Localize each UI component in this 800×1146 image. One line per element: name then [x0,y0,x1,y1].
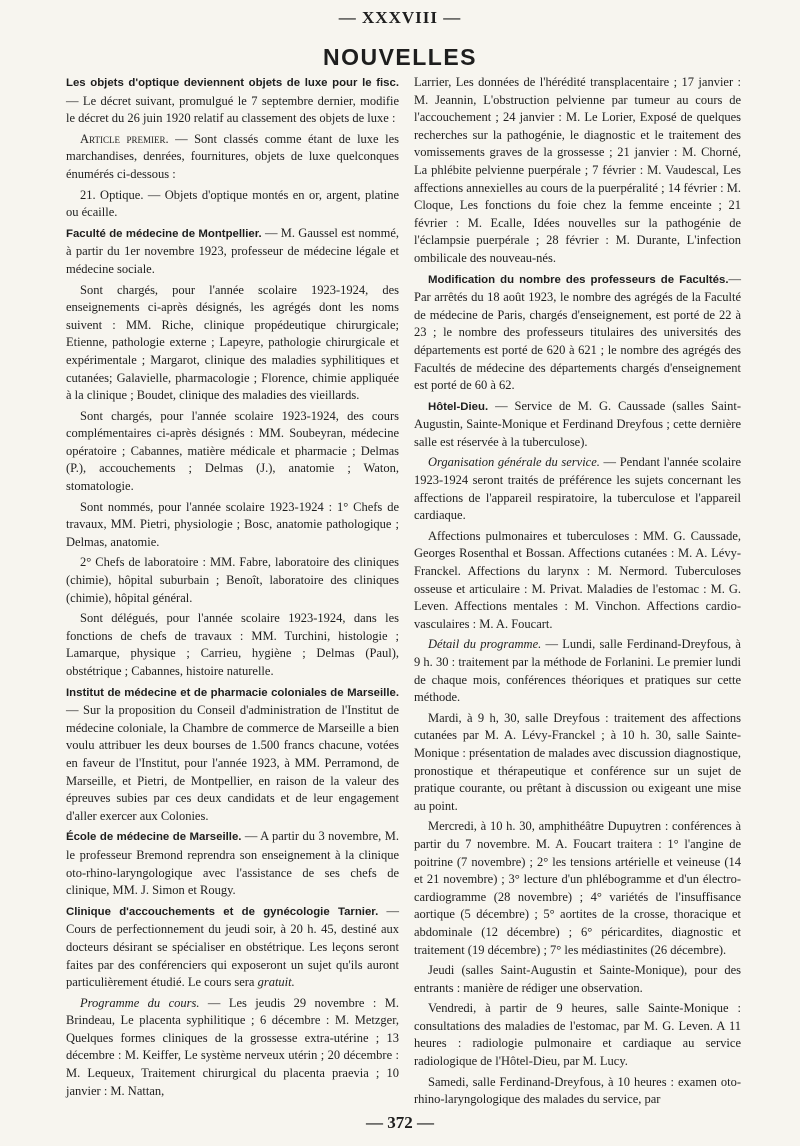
paragraph-text: Sont chargés, pour l'année scolaire 1923-1924, des enseignements ci-après désignés, les agrégés dont les noms suivent : MM. Riche, clinique propédeutique chirurgicale; Etienne, pathologie externe ; Lapeyre, pathologie chirurgicale et expérimentale ; Margarot, clinique des maladies syphilitiques et cutanées; Galavielle, pharmacologie ; Florence, chimie appliquée à la clinique ; Boudet, clinique des maladies des vieillards. [66,282,399,403]
paragraph-text: — Sont classés comme étant de luxe les marchandises, denrées, fournitures, objets de luxe quelconques énumérés ci-dessous : [66,131,399,181]
italic-heading: Détail du programme. [428,637,542,652]
paragraph [414,271,741,395]
paragraph-text: — Service de M. G. Caussade (salles Saint-Augustin, Sainte-Monique et Ferdinand Dreyfous ; cette dernière salle est réservée à la tuberculose). [414,398,741,449]
paragraph-text: Mercredi, à 10 h. 30, amphithéâtre Dupuytren : conférences à partir du 7 novembre. M. A. Foucart traitera : 1° l'angine de poitrine (7 novembre) ; 2° les tensions artérielle et veineuse (14 et 21 novembre) ; 3° lecture d'un phlébogramme et d'un électro-cardiogramme (28 novembre) ; 4° variétés de l'insuffisance aortique (5 décembre) ; 5° aortites de la crosse, thoracique et abdominale (12 décembre) ; 6° péricardites, diagnostic et traitement (19 décembre) ; 7° les médiastinites (26 décembre). [414,819,741,957]
paragraph-text: 2° Chefs de laboratoire : MM. Fabre, laboratoire des cliniques (chimie), hôpital suburbain ; Benoît, laboratoire des cliniques (chimie), hôpital général. [66,555,399,605]
paragraph-text: — Par arrêtés du 18 août 1923, le nombre des agrégés de la Faculté de médecine de Paris, chargés d'enseignement, est porté de 22 à 23 ; le nombre des professeurs titulaires des universités des départements est porté de 620 à 621 ; le nombre des agrégés des Facultés de médecine des départements chargés d'enseignement est porté de 60 à 62. [414,271,741,393]
paragraph [66,187,399,222]
paragraph [66,610,399,680]
paragraph-text: Affections pulmonaires et tuberculoses : MM. G. Caussade, Georges Rosenthal et Bossan. Affections cutanées : M. A. Lévy-Franckel. Affections du larynx : M. Nermord. Tuberculoses osseuse et articulaire : M. Privat. Maladies de l'estomac : M. G. Leven. Affections mentales : M. Vinchon. Affections cardio-vasculaires : M. A. Foucart. [414,528,741,631]
paragraph-text: — Lundi, salle Ferdinand-Dreyfous, à 9 h. 30 : traitement par la méthode de Forlanini. Le premier lundi de chaque mois, conférences théoriques et pratiques sur cette méthode. [414,637,741,705]
paragraph [66,225,399,279]
paragraph [66,282,399,405]
paragraph [414,636,741,706]
italic-text: gratuit. [257,975,295,990]
paragraph [414,454,741,524]
page-number: — 372 — [366,1113,434,1132]
article-label: Article premier. [80,131,169,146]
paragraph-text: — M. Gaussel est nommé, à partir du 1er novembre 1923, professeur de médecine légale et médecine sociale. [66,225,399,276]
paragraph [66,499,399,552]
paragraph-text: Vendredi, à partir de 9 heures, salle Sainte-Monique : consultations des maladies de l'estomac, par M. G. Leven. A 11 heures : radiologie pulmonaire et cardiaque au service radiologique de l'Hôtel-Dieu, par M. Lucy. [414,1001,741,1069]
section-heading: Les objets d'optique deviennent objets de luxe pour le fisc. [66,77,399,89]
paragraph-text: — Cours de perfectionnement du jeudi soir, à 20 h. 45, destiné aux docteurs désirant se spécialiser en obstétrique. Les leçons seront faites par des conférenciers qui exposeront un sujet qu'ils auront particulièrement étudié. Le cours sera [66,903,400,990]
paragraph [414,528,741,634]
paragraph-text: Samedi, salle Ferdinand-Dreyfous, à 10 heures : examen oto-rhino-laryngologique des malades du service, par [414,1074,741,1107]
paragraph-text: — Les jeudis 29 novembre : M. Brindeau, Le placenta syphilitique ; 6 décembre : M. Metzger, Quelques formes cliniques de la grossesse extra-utérine ; 13 décembre : M. Keiffer, Le système nerveux utérin ; 20 décembre : M. Lequeux, Traitement chirurgical du placenta praevia ; 10 janvier : M. Nattan, [66,995,400,1098]
section-heading: École de médecine de Marseille. [66,831,242,844]
left-column [66,74,399,1103]
paragraph-text: 21. Optique. — Objets d'optique montés en or, argent, platine ou écaille. [66,187,399,220]
section-heading: Clinique d'accouchements et de gynécologie Tarnier. [66,905,379,918]
paragraph-text: — Pendant l'année scolaire 1923-1924 seront traités de préférence les sujets concernant les affections de l'appareil respiratoire, la tuberculose et l'appareil cardiaque. [414,455,741,523]
paragraph [414,1074,741,1109]
italic-heading: Programme du cours. [80,995,200,1010]
paragraph [414,398,741,452]
paragraph [414,1000,741,1070]
paragraph-text: Larrier, Les données de l'hérédité transplacentaire ; 17 janvier : M. Jeannin, L'obstruction pelvienne par tumeur au cours de l'accouchement ; 24 janvier : M. Le Lorier, Exposé de quelques recherches sur la pathogénie, le diagnostic et le traitement des vomissements graves de la grossesse ; 21 janvier : M. Chorné, La phlébite pelvienne puerpérale ; 7 février : M. Vaudescal, Les affections annexielles au cours de la puerpéralité ; 14 février : M. Cloque, Les fonctions du foie chez la femme enceinte ; 21 février : M. Ecalle, Idées nouvelles sur la pathogénie de l'éclampsie puerpérale ; 28 février : M. Durante, L'infection ombilicale des nouveau-nés. [414,75,741,265]
right-column [414,74,741,1112]
paragraph-text: Sont chargés, pour l'année scolaire 1923-1924, des cours complémentaires ci-après désignés : MM. Soubeyran, médecine opératoire ; Cabannes, matière médicale et pharmacie ; Delmas (P.), accouchements ; Delmas (J.), anatomie ; Waton, stomatologie. [66,408,399,494]
section-heading: Modification du nombre des professeurs de Facultés. [428,273,729,286]
section-heading: Institut de médecine et de pharmacie coloniales de Marseille. [66,686,399,699]
paragraph-text: — Sur la proposition du Conseil d'administration de l'Institut de médecine coloniale, la Chambre de commerce de Marseille a bien voulu attribuer les deux bourses de 1.500 francs chacune, votées en faveur de l'Institut, pour l'année 1923, à MM. Perramond, de Marseille, et Pietri, de Montpellier, en raison de la valeur des épreuves subies par ces deux candidats et de leur engagement d'aller exercer aux Colonies. [66,703,399,823]
paragraph [66,554,399,607]
paragraph-text: Jeudi (salles Saint-Augustin et Sainte-Monique), pour des entrants : manière de rédiger une observation. [414,963,741,995]
paragraph-text: Sont délégués, pour l'année scolaire 1923-1924, dans les fonctions de chefs de travaux : MM. Turchini, histologie ; Lamarque, physique ; Carrieu, hygiène ; Delmas (Paul), obstétrique ; Cabannes, histoire naturelle. [66,611,399,678]
paragraph [66,828,399,899]
paragraph-text: Mardi, à 9 h, 30, salle Dreyfous : traitement des affections cutanées par M. A. Lévy-Franckel ; à 10 h. 30, salle Sainte-Monique : présentation de malades avec discussion diagnostique, pronostique et thérapeutique et conférence sur un sujet de pratique courante, ou prêtant à discussion ou exigeant une mise au point. [414,710,741,813]
italic-heading: Organisation générale du service. [428,455,600,470]
paragraph [66,131,399,184]
paragraph [66,408,399,496]
paragraph-text: — A partir du 3 novembre, M. le professeur Bremond reprendra son enseignement à la clinique oto-rhino-laryngologique avec l'assistance de ses chefs de clinique, MM. J. Simon et Rougy. [66,829,399,898]
paragraph [66,74,399,128]
paragraph [66,684,399,826]
paragraph [66,995,399,1101]
paragraph [414,710,741,816]
paragraph-text: — Le décret suivant, promulgué le 7 septembre dernier, modifie le décret du 26 juin 1920 relatif au classement des objets de luxe : [66,93,399,126]
section-heading: Hôtel-Dieu. [428,400,489,413]
paragraph [414,962,741,997]
paragraph-text: Sont nommés, pour l'année scolaire 1923-1924 : 1° Chefs de travaux, MM. Pietri, physiologie ; Bosc, anatomie pathologique ; Delmas, anatomie. [66,499,399,549]
section-heading: Faculté de médecine de Montpellier. [66,227,262,240]
paragraph [66,903,399,992]
section-numeral: — XXXVIII — [338,8,462,27]
paragraph [414,74,741,268]
paragraph [414,818,741,959]
page-title: NOUVELLES [322,44,478,70]
